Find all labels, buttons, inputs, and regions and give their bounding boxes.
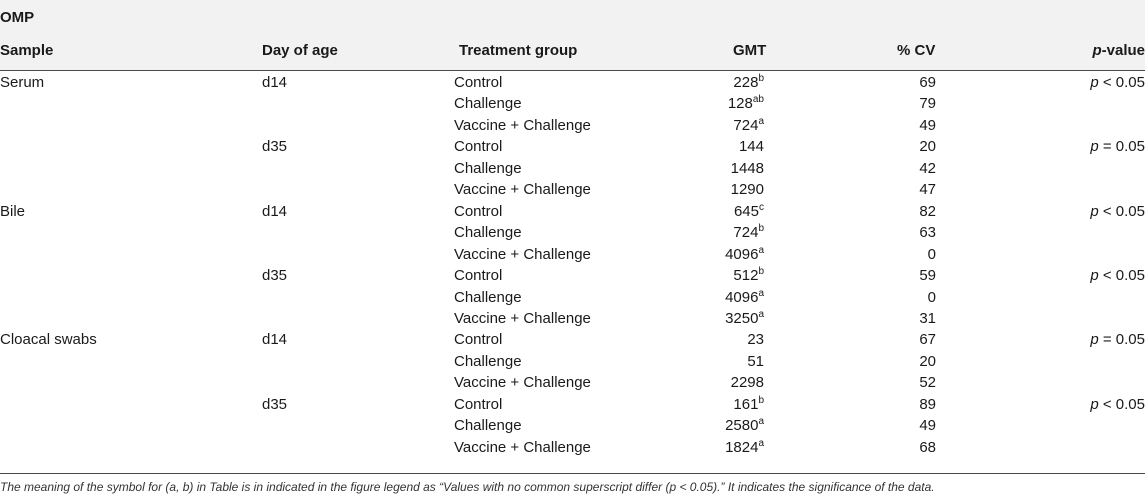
header-p-symbol: p — [1092, 42, 1102, 59]
gmt-value: 1824 — [725, 438, 759, 456]
p-symbol: p — [1090, 395, 1099, 413]
cell-treatment: Control — [454, 74, 503, 91]
p-symbol: p — [1090, 138, 1099, 156]
cell-day: d35 — [262, 267, 288, 285]
gmt-superscript: c — [759, 201, 764, 213]
cell-p-value — [1090, 203, 1145, 220]
gmt-value: 4096 — [725, 288, 759, 306]
table-row — [0, 436, 1145, 458]
table-row — [0, 328, 1145, 350]
cell-treatment: Challenge — [454, 224, 522, 242]
gmt-value: 1290 — [730, 181, 764, 199]
cell-cv: 0 — [927, 245, 936, 263]
gmt-value: 512 — [733, 267, 759, 285]
gmt-value: 2580 — [725, 417, 759, 435]
cell-cv: 20 — [919, 138, 936, 156]
cell-cv: 47 — [919, 181, 936, 199]
gmt-value: 724 — [733, 224, 759, 242]
table-row — [0, 200, 1145, 222]
cell-gmt — [700, 396, 764, 413]
cell-treatment: Challenge — [454, 288, 522, 306]
p-comparison: < 0.05 — [1098, 395, 1145, 413]
gmt-value: 3250 — [725, 309, 759, 327]
p-symbol: p — [1090, 74, 1099, 91]
cell-treatment: Control — [454, 138, 503, 156]
gmt-superscript: a — [758, 115, 764, 127]
gmt-value: 51 — [747, 352, 764, 370]
cell-sample: Serum — [0, 74, 45, 91]
gmt-superscript: b — [758, 223, 764, 235]
cell-gmt — [700, 289, 764, 306]
table-row — [0, 307, 1145, 329]
cell-gmt — [700, 74, 764, 91]
table-row — [0, 286, 1145, 308]
cell-cv: 49 — [919, 116, 936, 134]
p-comparison: < 0.05 — [1098, 74, 1145, 91]
cell-gmt — [700, 117, 764, 134]
cell-treatment: Control — [454, 395, 503, 413]
gmt-value: 23 — [747, 331, 764, 349]
table-row — [0, 371, 1145, 393]
gmt-superscript: a — [758, 416, 764, 428]
table-row — [0, 414, 1145, 436]
header-p-suffix: -value — [1101, 42, 1145, 59]
cell-sample: Bile — [0, 202, 26, 220]
header-gmt: GMT — [733, 42, 767, 59]
cell-gmt — [700, 138, 764, 155]
cell-gmt — [700, 160, 764, 177]
p-comparison: = 0.05 — [1098, 138, 1145, 156]
gmt-value: 2298 — [730, 374, 764, 392]
cell-cv: 89 — [919, 395, 936, 413]
cell-gmt — [700, 267, 764, 284]
table-header — [0, 33, 1145, 71]
cell-cv: 31 — [919, 309, 936, 327]
cell-treatment: Vaccine + Challenge — [454, 181, 591, 199]
cell-treatment: Challenge — [454, 417, 522, 435]
cell-treatment: Vaccine + Challenge — [454, 438, 591, 456]
cell-treatment: Challenge — [454, 95, 522, 113]
table-row — [0, 178, 1145, 200]
table-row — [0, 92, 1145, 114]
p-symbol: p — [1090, 202, 1099, 220]
cell-cv: 82 — [919, 202, 936, 220]
gmt-value: 645 — [733, 202, 759, 220]
gmt-superscript: a — [758, 437, 764, 449]
cell-gmt — [700, 246, 764, 263]
cell-p-value — [1090, 396, 1145, 413]
cell-gmt — [700, 203, 764, 220]
cell-gmt — [700, 331, 764, 348]
title-band — [0, 0, 1145, 34]
cell-treatment: Challenge — [454, 352, 522, 370]
gmt-superscript: b — [758, 266, 764, 278]
table-row — [0, 221, 1145, 243]
cell-day: d14 — [262, 331, 288, 349]
cell-day: d14 — [262, 74, 288, 91]
cell-day: d14 — [262, 202, 288, 220]
cell-treatment: Control — [454, 202, 503, 220]
cell-cv: 49 — [919, 417, 936, 435]
cell-day: d35 — [262, 138, 288, 156]
cell-gmt — [700, 374, 764, 391]
cell-cv: 67 — [919, 331, 936, 349]
cell-treatment: Control — [454, 331, 503, 349]
cell-cv: 63 — [919, 224, 936, 242]
gmt-value: 228 — [733, 74, 759, 91]
table-footnote: The meaning of the symbol for (a, b) in Table is in indicated in the figure legend as “Values with no common superscript differ (p < 0.05).” It indicates the significance of the data. — [0, 480, 935, 494]
table-row — [0, 350, 1145, 372]
cell-gmt — [700, 439, 764, 456]
gmt-value: 144 — [738, 138, 764, 156]
cell-gmt — [700, 224, 764, 241]
cell-cv: 59 — [919, 267, 936, 285]
gmt-value: 724 — [733, 116, 759, 134]
table-row — [0, 393, 1145, 415]
cell-treatment: Vaccine + Challenge — [454, 245, 591, 263]
p-comparison: = 0.05 — [1098, 331, 1145, 349]
gmt-value: 161 — [733, 395, 759, 413]
table-row — [0, 243, 1145, 265]
cell-p-value — [1090, 138, 1145, 155]
cell-cv: 69 — [919, 74, 936, 91]
p-comparison: < 0.05 — [1098, 267, 1145, 285]
header-treatment: Treatment group — [459, 42, 578, 59]
cell-p-value — [1090, 267, 1145, 284]
header-p-value — [1092, 42, 1145, 59]
cell-sample: Cloacal swabs — [0, 331, 97, 349]
cell-treatment: Control — [454, 267, 503, 285]
cell-cv: 42 — [919, 159, 936, 177]
header-day: Day of age — [262, 42, 338, 59]
cell-day: d35 — [262, 395, 288, 413]
cell-cv: 79 — [919, 95, 936, 113]
cell-p-value — [1090, 74, 1145, 91]
table-row — [0, 264, 1145, 286]
cell-gmt — [700, 95, 764, 112]
cell-p-value — [1090, 331, 1145, 348]
gmt-superscript: ab — [752, 94, 764, 106]
table-title: OMP — [0, 9, 35, 26]
table-row — [0, 157, 1145, 179]
cell-cv: 68 — [919, 438, 936, 456]
cell-gmt — [700, 417, 764, 434]
gmt-superscript: a — [758, 308, 764, 320]
cell-gmt — [700, 353, 764, 370]
gmt-superscript: a — [758, 244, 764, 256]
table-row — [0, 135, 1145, 157]
header-sample: Sample — [0, 42, 54, 59]
cell-gmt — [700, 181, 764, 198]
cell-treatment: Vaccine + Challenge — [454, 374, 591, 392]
cell-cv: 20 — [919, 352, 936, 370]
cell-cv: 52 — [919, 374, 936, 392]
p-comparison: < 0.05 — [1098, 202, 1145, 220]
gmt-superscript: b — [758, 73, 764, 84]
table-row — [0, 71, 1145, 93]
gmt-value: 1448 — [730, 159, 764, 177]
cell-cv: 0 — [927, 288, 936, 306]
cell-gmt — [700, 310, 764, 327]
p-symbol: p — [1090, 331, 1099, 349]
cell-treatment: Vaccine + Challenge — [454, 309, 591, 327]
table-bottom-rule — [0, 473, 1145, 474]
gmt-superscript: a — [758, 287, 764, 299]
table-row — [0, 114, 1145, 136]
gmt-value: 4096 — [725, 245, 759, 263]
gmt-value: 128 — [727, 95, 753, 113]
p-symbol: p — [1090, 267, 1099, 285]
header-cv: % CV — [897, 42, 936, 59]
gmt-superscript: b — [758, 394, 764, 406]
cell-treatment: Vaccine + Challenge — [454, 116, 591, 134]
cell-treatment: Challenge — [454, 159, 522, 177]
